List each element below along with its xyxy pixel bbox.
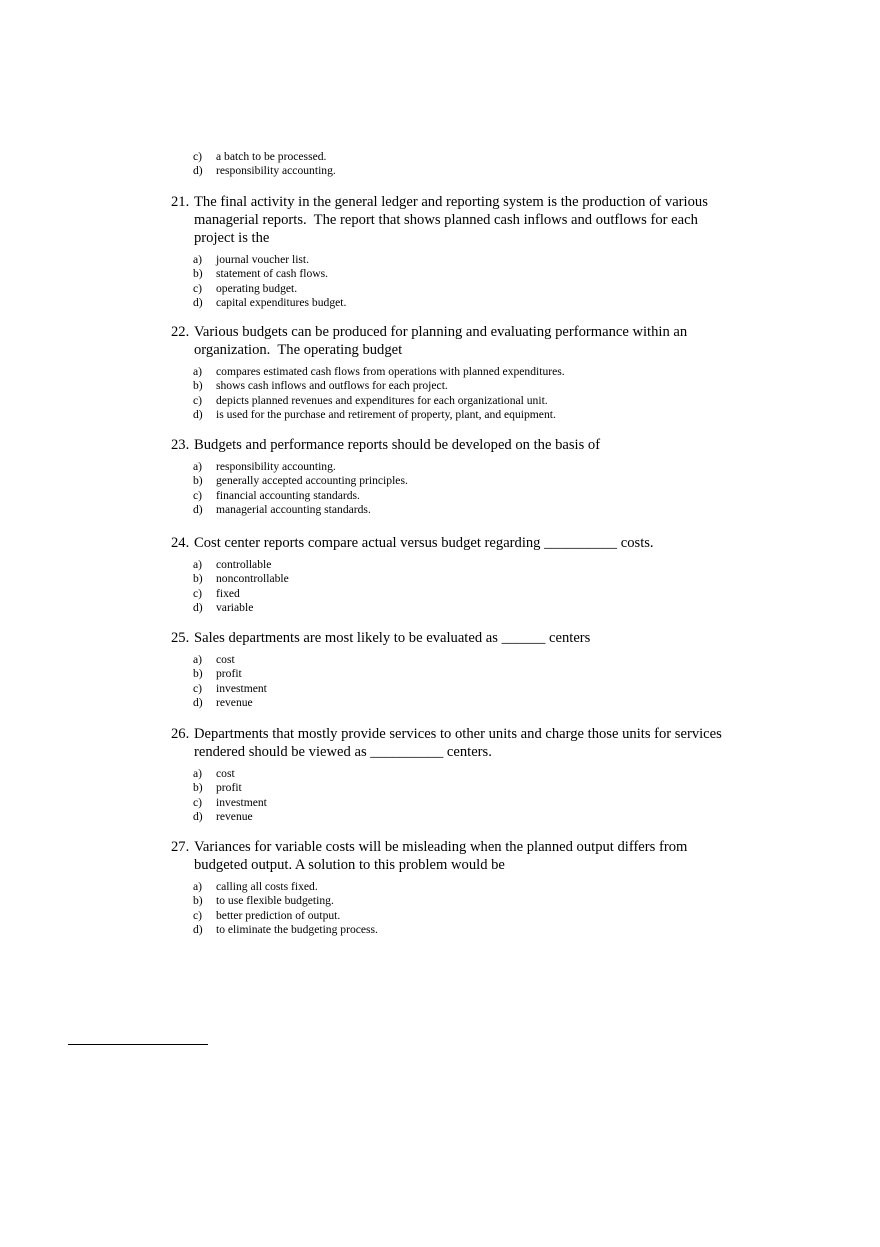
- option-text: revenue: [216, 810, 253, 824]
- question-stem: [171, 193, 731, 247]
- option: [193, 601, 731, 615]
- option-letter: c): [193, 281, 203, 295]
- option-text: depicts planned revenues and expenditures for each organizational unit.: [216, 393, 548, 407]
- option-letter: d): [193, 503, 203, 517]
- option-letter: d): [193, 408, 203, 422]
- footnote-separator: [68, 1044, 208, 1045]
- question-text: Cost center reports compare actual versus budget regarding __________ costs.: [194, 535, 654, 551]
- question-25: [171, 629, 731, 711]
- question-23: [171, 436, 731, 518]
- question-text: Budgets and performance reports should be developed on the basis of: [194, 437, 601, 453]
- option-text: variable: [216, 601, 254, 615]
- question-number: 23.: [171, 437, 190, 453]
- option-text: capital expenditures budget.: [216, 296, 347, 310]
- option-letter: a): [193, 880, 203, 893]
- option: [193, 558, 731, 572]
- option: [193, 767, 731, 781]
- question-22: [171, 323, 731, 423]
- option-letter: c): [193, 795, 203, 809]
- carryover-options: [193, 150, 336, 179]
- option: [193, 408, 731, 422]
- option-letter: a): [193, 460, 203, 473]
- option-text: cost: [216, 767, 235, 780]
- option-text: shows cash inflows and outflows for each project.: [216, 379, 448, 393]
- question-text: Various budgets can be produced for planning and evaluating performance within an organization. The operating budget: [194, 324, 688, 358]
- question-text: The final activity in the general ledger and reporting system is the production of various managerial reports. The report that shows planned cash inflows and outflows for each project is the: [194, 194, 708, 246]
- option-letter: b): [193, 379, 203, 393]
- option: [193, 474, 731, 488]
- option-text: cost: [216, 653, 235, 666]
- option-text: revenue: [216, 696, 253, 710]
- option-letter: c): [193, 586, 203, 600]
- option: [193, 587, 731, 601]
- option: [193, 796, 731, 810]
- option: [193, 667, 731, 681]
- option-list: [193, 365, 731, 423]
- question-text: Variances for variable costs will be misleading when the planned output differs from budgeted output. A solution to this problem would be: [194, 839, 688, 873]
- option-text: operating budget.: [216, 281, 298, 295]
- option-letter: a): [193, 365, 203, 378]
- option-letter: d): [193, 296, 203, 310]
- option-letter: d): [193, 923, 203, 937]
- option-letter: c): [193, 150, 203, 163]
- option: [193, 365, 731, 379]
- option-list: [193, 653, 731, 711]
- option: [193, 150, 336, 164]
- question-stem: [171, 323, 731, 359]
- question-text: Sales departments are most likely to be evaluated as ______ centers: [194, 630, 591, 646]
- option-text: profit: [216, 667, 242, 681]
- option-letter: c): [193, 908, 203, 922]
- option-text: financial accounting standards.: [216, 488, 360, 502]
- question-27: [171, 838, 731, 938]
- question-text: Departments that mostly provide services to other units and charge those units for services rendered should be viewed as __________ centers.: [194, 726, 722, 760]
- option-letter: b): [193, 267, 203, 281]
- option-text: generally accepted accounting principles.: [216, 474, 408, 488]
- question-number: 24.: [171, 535, 190, 551]
- option-text: investment: [216, 681, 267, 695]
- option-text: calling all costs fixed.: [216, 880, 318, 893]
- option-text: fixed: [216, 586, 240, 600]
- option-letter: a): [193, 558, 203, 571]
- option-letter: a): [193, 653, 203, 666]
- option: [193, 909, 731, 923]
- option: [193, 894, 731, 908]
- question-stem: [171, 436, 731, 454]
- question-24: [171, 534, 731, 616]
- option: [193, 394, 731, 408]
- question-number: 22.: [171, 324, 190, 340]
- option-letter: d): [193, 810, 203, 824]
- option-letter: b): [193, 474, 203, 488]
- option-text: compares estimated cash flows from operations with planned expenditures.: [216, 365, 565, 378]
- option-text: to eliminate the budgeting process.: [216, 923, 378, 937]
- option-text: investment: [216, 795, 267, 809]
- option-letter: a): [193, 253, 203, 266]
- option-text: controllable: [216, 558, 272, 571]
- option-list: [193, 460, 731, 518]
- question-number: 25.: [171, 630, 190, 646]
- question-stem: [171, 725, 731, 761]
- option: [193, 489, 731, 503]
- option-letter: b): [193, 667, 203, 681]
- question-number: 27.: [171, 839, 190, 855]
- option-letter: c): [193, 681, 203, 695]
- option: [193, 379, 731, 393]
- option: [193, 923, 731, 937]
- option: [193, 460, 731, 474]
- option-text: better prediction of output.: [216, 908, 341, 922]
- question-21: [171, 193, 731, 311]
- option-text: noncontrollable: [216, 572, 289, 586]
- option-text: profit: [216, 781, 242, 795]
- option-text: responsibility accounting.: [216, 164, 336, 178]
- option: [193, 503, 731, 517]
- option: [193, 164, 336, 178]
- option: [193, 267, 731, 281]
- question-stem: [171, 534, 731, 552]
- option-text: is used for the purchase and retirement of property, plant, and equipment.: [216, 408, 556, 422]
- option: [193, 810, 731, 824]
- option: [193, 781, 731, 795]
- option-letter: d): [193, 164, 203, 178]
- option-letter: b): [193, 572, 203, 586]
- option-text: journal voucher list.: [216, 253, 310, 266]
- option-text: a batch to be processed.: [216, 150, 327, 163]
- option: [193, 572, 731, 586]
- option-list: [193, 253, 731, 311]
- option-text: managerial accounting standards.: [216, 503, 371, 517]
- option-text: to use flexible budgeting.: [216, 894, 334, 908]
- question-number: 21.: [171, 194, 190, 210]
- option: [193, 653, 731, 667]
- option-letter: b): [193, 781, 203, 795]
- option-letter: d): [193, 601, 203, 615]
- option-letter: a): [193, 767, 203, 780]
- option-list: [193, 880, 731, 938]
- option-letter: d): [193, 696, 203, 710]
- option: [193, 296, 731, 310]
- option: [193, 282, 731, 296]
- question-stem: [171, 629, 731, 647]
- question-stem: [171, 838, 731, 874]
- option: [193, 253, 731, 267]
- option: [193, 682, 731, 696]
- option: [193, 696, 731, 710]
- option-letter: b): [193, 894, 203, 908]
- option: [193, 880, 731, 894]
- option-text: responsibility accounting.: [216, 460, 336, 473]
- question-number: 26.: [171, 726, 190, 742]
- option-list: [193, 558, 731, 616]
- option-letter: c): [193, 393, 203, 407]
- option-list: [193, 767, 731, 825]
- question-26: [171, 725, 731, 825]
- option-letter: c): [193, 488, 203, 502]
- option-text: statement of cash flows.: [216, 267, 329, 281]
